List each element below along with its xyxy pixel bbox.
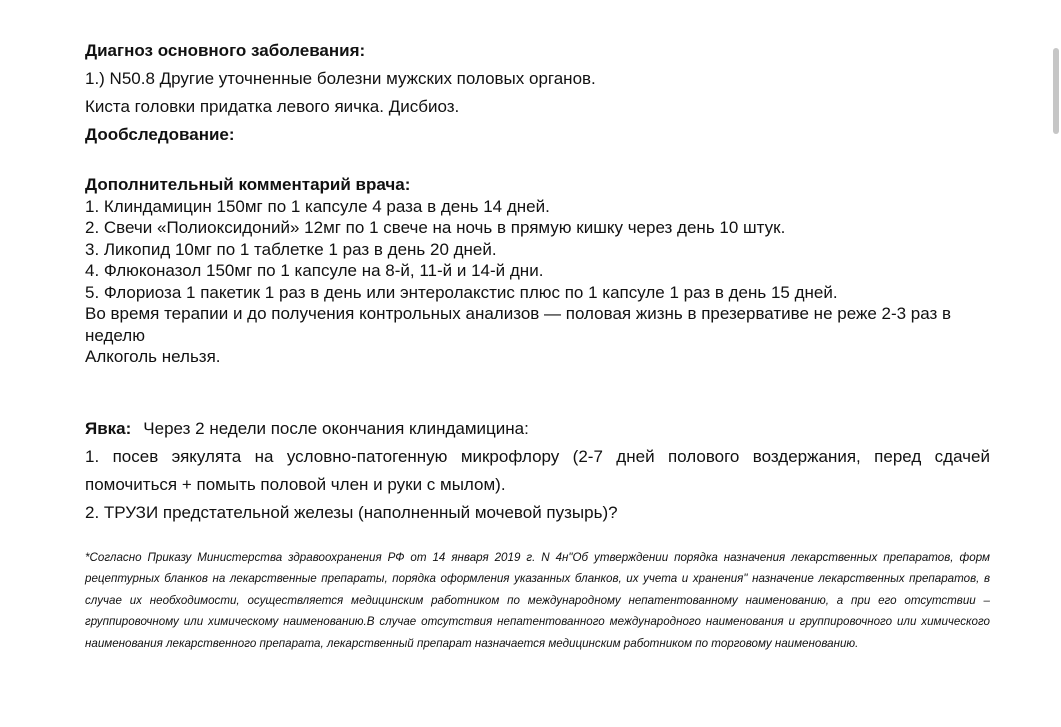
visit-label: Явка: [85,418,132,438]
visit-item-2: 2. ТРУЗИ предстательной железы (наполненный мочевой пузырь)? [85,502,618,522]
alcohol-note: Алкоголь нельзя. [85,347,221,366]
visit-item-1: 1. посев эякулята на условно-патогенную микрофлору (2-7 дней полового воздержания, перед сдачей помочиться + помыть половой член и руки с мылом). [85,446,990,494]
legal-footnote: *Согласно Приказу Министерства здравоохранения РФ от 14 января 2019 г. N 4н"Об утверждении порядка назначения лекарственных препаратов, форм рецептурных бланков на лекарственные препараты, порядка оформления указанных бланков, их учета и хранения" назначение лекарственных препаратов, в случае их необходимости, осуществляется медицинским работником по международному непатентованному наименованию, а при его отсутствии – группировочному или химическому наименованию.В случае отсутствия непатентованного международного наименования и группировочного или химического наименования лекарственного препарата, лекарственный препарат назначается медицинским работником по торговому наименованию. [85,550,990,650]
prescription-item-5: 5. Флориоза 1 пакетик 1 раз в день или энтеролакстис плюс по 1 капсуле 1 раз в день 15 дней. [85,282,838,302]
scrollbar-thumb[interactable] [1053,48,1059,134]
diagnosis-line-2: Киста головки придатка левого яичка. Дисбиоз. [85,97,460,116]
prescription-item-1: 1. Клиндамицин 150мг по 1 капсуле 4 раза в день 14 дней. [85,196,550,216]
prescription-item-2: 2. Свечи «Полиоксидоний» 12мг по 1 свече на ночь в прямую кишку через день 10 штук. [85,218,786,237]
diagnosis-line-1: 1.) N50.8 Другие уточненные болезни мужских половых органов. [85,69,596,88]
diagnosis-title: Диагноз основного заболевания: [85,41,366,60]
followup-exam-title: Дообследование: [85,125,235,144]
document-content [85,37,990,654]
prescription-item-4: 4. Флюконазол 150мг по 1 капсуле на 8-й, 11-й и 14-й дни. [85,261,544,280]
visit-heading [85,415,990,443]
prescription-item-3: 3. Ликопид 10мг по 1 таблетке 1 раз в день 20 дней. [85,239,497,259]
therapy-note: Во время терапии и до получения контрольных анализов — половая жизнь в презервативе не реже 2-3 раз в неделю [85,304,952,345]
doctor-comment-title: Дополнительный комментарий врача: [85,175,411,194]
visit-text: Через 2 недели после окончания клиндамицина: [143,418,529,438]
